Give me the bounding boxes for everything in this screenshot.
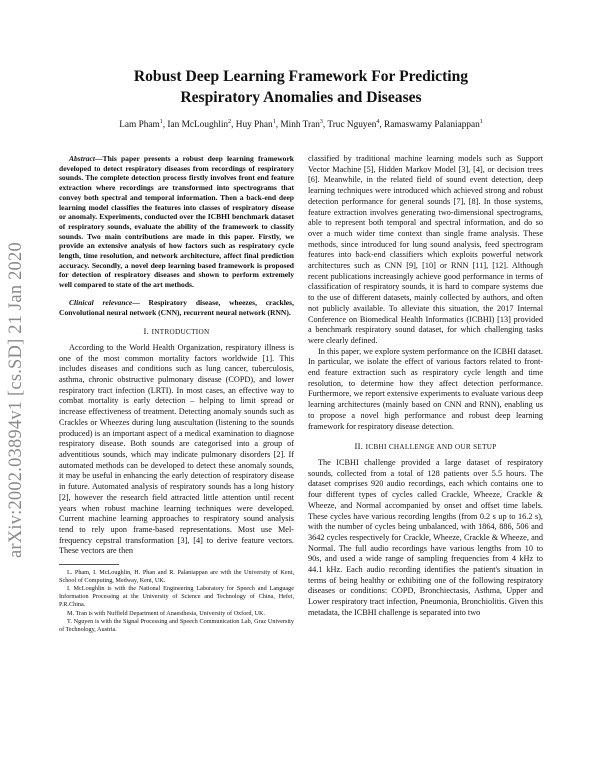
right-paragraph-2: In this paper, we explore system performance on the ICBHI dataset. In particular, we isolate the effect of various factors related to front-end feature extraction such as respiratory cycle length and time resolution, to determine how they affect detection performance. Furthermore, we report extensive experiments to evaluate various deep learning architectures (mainly based on CNN and RNN), enabling us to propose a novel high performance and robust deep learning framework for respiratory disease detection. [308, 346, 543, 431]
footnote: L. Pham, I. McLoughlin, H. Phan and R. Palaniappan are with the University of Kent, School of Computing, Medway, Kent, UK. [59, 569, 294, 584]
title-line-2: Respiratory Anomalies and Diseases [180, 89, 422, 106]
author: Minh Tran$^3$ [280, 119, 323, 131]
clinical-relevance [59, 298, 294, 317]
author: Truc Nguyen$^4$ [327, 119, 380, 131]
relevance-label: Clinical relevance [69, 297, 133, 307]
footnote: I. McLoughlin is with the National Engineering Laboratory for Speech and Language Information Processing at the University of Science and Technology of China, Hefei, P.R.China. [59, 585, 294, 608]
right-column [308, 154, 543, 619]
relevance-text: — Respiratory disease, wheezes, crackles, Convolutional neural network (CNN), recurrent neural network (RNN). [59, 297, 294, 317]
author: Lam Pham$^1$ [119, 119, 163, 131]
arxiv-stamp: arXiv:2002.03894v1 [cs.SD] 21 Jan 2020 [6, 242, 26, 558]
intro-paragraph: According to the World Health Organization, respiratory illness is one of the most common mortality factors worldwide [1]. This includes diseases and conditions such as lung cancer, tuberculosis, asthma, chronic obstructive pulmonary disease (COPD), and lower respiratory tract infection (LRTI). In most cases, an effective way to combat mortality is early detection – helping to limit spread or increase effectiveness of treatment. Detecting anomaly sounds such as Crackles or Wheezes during lung auscultation (listening to the sounds produced) is an important aspect of a medical examination to diagnose respiratory disease. Both sounds are categorised into a group of adventitious sounds, which may indicate pulmonary disorders [2]. If automated methods can be developed to detect these anomaly sounds, it may be useful in enhancing the early detection of respiratory disease in future. Automated analysis of respiratory sounds has a long history [2], however the research field attracted little attention until recent years when robust machine learning techniques were developed. Current machine learning approaches to respiratory sound analysis tend to rely upon frame-based representations. Most use Mel-frequency cepstral transformation [3], [4] to derive feature vectors. These vectors are then [59, 342, 294, 556]
section-heading-introduction: I. INTRODUCTION [143, 326, 210, 337]
abstract-label: Abstract [69, 154, 95, 163]
footnote: T. Nguyen is with the Signal Processing and Speech Communication Lab, Graz University of Technology, Austria. [59, 618, 294, 633]
footnote-rule [59, 564, 119, 565]
paper-title [59, 66, 543, 108]
author: Huy Phan$^1$ [235, 119, 276, 131]
author: Ramaswamy Palaniappan$^1$ [384, 119, 483, 131]
author-list: Lam Pham$^1$, Ian McLoughlin$^2$, Huy Phan$^1$, Minh Tran$^3$, Truc Nguyen$^4$, Ramaswamy Palaniappan$^1$ [119, 119, 483, 131]
left-column [59, 154, 294, 635]
paper-page [59, 0, 543, 633]
abstract-text: —This paper presents a robust deep learning framework developed to detect respiratory diseases from recordings of respiratory sounds. The complete detection process firstly involves front end feature extraction where recordings are transformed into spectrograms that convey both spectral and temporal information. Then a back-end deep learning model classifies the features into classes of respiratory disease or anomaly. Experiments, conducted over the ICBHI benchmark dataset of respiratory sounds, evaluate the ability of the framework to classify sounds. Two main contributions are made in this paper. Firstly, we provide an extensive analysis of how factors such as respiratory cycle length, time resolution, and network architecture, affect final prediction accuracy. Secondly, a novel deep learning based framework is proposed for detection of respiratory diseases and shown to perform extremely well compared to state of the art methods. [59, 154, 294, 290]
abstract [59, 154, 294, 290]
title-line-1: Robust Deep Learning Framework For Predicting [133, 68, 469, 85]
section2-paragraph: The ICBHI challenge provided a large dataset of respiratory sounds, collected from a total of 128 patients over 5.5 hours. The dataset comprises 920 audio recordings, each which contains one to four different types of cycles called Crackle, Wheeze, Crackle & Wheeze, and Normal accompanied by onset and offset time labels. These cycles have various recording lengths (from 0.2 s up to 16.2 s), with the number of cycles being unbalanced, with 1864, 886, 506 and 3642 cycles respectively for Crackle, Wheeze, Crackle & Wheeze, and Normal. The full audio recordings have various lengths from 10 to 90s, and used a wide range of sampling frequencies from 4 kHz to 44.1 kHz. Each audio recording identifies the patient's situation in terms of being healthy or exhibiting one of the following respiratory diseases or conditions: COPD, Bronchiectasis, Asthma, Upper and Lower respiratory tract infection, Pneumonia, Bronchiolitis. Given this metadata, the ICBHI challenge is separated into two [308, 457, 543, 617]
footnote: M. Tran is with Nuffield Department of Anaesthesia, University of Oxford, UK. [67, 609, 266, 617]
right-paragraph-1: classified by traditional machine learning models such as Support Vector Machine [5], Hidden Markov Model [3], [4], or decision trees [6]. Meanwhile, in the related field of sound event detection, deep learning techniques were introduced which achieved strong and robust detection performance for general sounds [7], [8]. In those systems, feature extraction involves generating two-dimensional spectrograms, able to represent both temporal and spectral information, and do so over a much wider time context than single frame analysis. These methods, since introduced for lung sound analysis, feed spectrogram features into back-end classifiers which exploits powerful network architectures such as CNN [9], [10] or RNN [11], [12]. Although recent publications increasingly achieve good performance in terms of classification of respiratory sounds, it is hard to compare systems due to the use of different datasets, mainly collected by authors, and often not publicly available. To alleviate this situation, the 2017 Internal Conference on Biomedical Health Informatics (ICBHI) [13] provided a benchmark respiratory sound dataset, for which challenging tasks were clearly defined. [308, 154, 543, 345]
author: Ian McLoughlin$^2$ [167, 119, 232, 131]
section-heading-icbhi: II. ICBHI CHALLENGE AND OUR SETUP [354, 441, 497, 452]
